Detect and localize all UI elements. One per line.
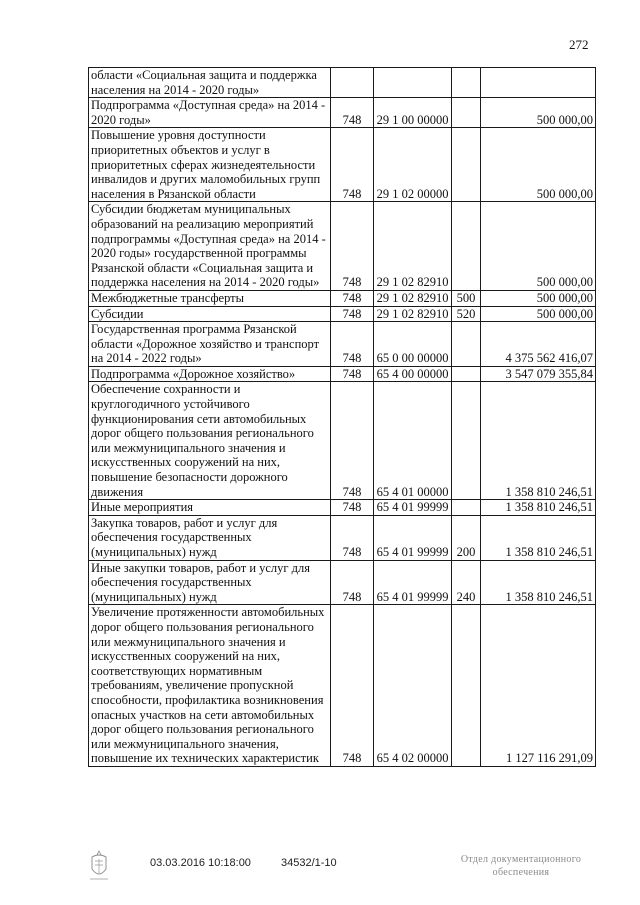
row-vr-cell bbox=[452, 605, 481, 767]
row-vr-cell bbox=[452, 322, 481, 367]
row-vedom-cell: 748 bbox=[331, 98, 374, 128]
row-sum-cell: 1 358 810 246,51 bbox=[481, 560, 596, 605]
row-csr-cell: 65 4 00 00000 bbox=[374, 366, 452, 382]
row-vr-cell: 240 bbox=[452, 560, 481, 605]
row-vr-cell bbox=[452, 202, 481, 291]
row-vedom-cell: 748 bbox=[331, 515, 374, 560]
row-sum-cell: 4 375 562 416,07 bbox=[481, 322, 596, 367]
row-name-cell: Увеличение протяженности автомобильных дорог общего пользования регионального или межмуниципального значения и искусственных сооружений на них, соответствующих нормативным требованиям, увеличение пропускной способности, профилактика возникновения опасных участков на сети автомобильных дорог общего пользования регионального или межмуниципального значения, повышение их технических характеристик bbox=[89, 605, 331, 767]
row-sum-cell bbox=[481, 68, 596, 98]
row-csr-cell: 65 4 01 99999 bbox=[374, 560, 452, 605]
row-vr-cell bbox=[452, 500, 481, 516]
table-row bbox=[89, 98, 596, 128]
table-row bbox=[89, 68, 596, 98]
row-vedom-cell: 748 bbox=[331, 382, 374, 500]
row-name-cell: Государственная программа Рязанской области «Дорожное хозяйство и транспорт на 2014 - 2022 годы» bbox=[89, 322, 331, 367]
row-csr-cell bbox=[374, 68, 452, 98]
row-csr-cell: 65 4 01 99999 bbox=[374, 515, 452, 560]
row-vedom-cell: 748 bbox=[331, 306, 374, 322]
row-vr-cell: 520 bbox=[452, 306, 481, 322]
stamp-line-2: обеспечения bbox=[492, 867, 550, 878]
row-csr-cell: 29 1 02 82910 bbox=[374, 290, 452, 306]
row-csr-cell: 65 4 01 99999 bbox=[374, 500, 452, 516]
row-vr-cell bbox=[452, 366, 481, 382]
table-row bbox=[89, 202, 596, 291]
table-row bbox=[89, 515, 596, 560]
footer-doc-number: 34532/1-10 bbox=[281, 857, 337, 869]
row-csr-cell: 65 4 02 00000 bbox=[374, 605, 452, 767]
row-name-cell: Межбюджетные трансферты bbox=[89, 290, 331, 306]
table-row bbox=[89, 128, 596, 202]
row-vr-cell bbox=[452, 68, 481, 98]
row-sum-cell: 1 358 810 246,51 bbox=[481, 382, 596, 500]
row-vr-cell bbox=[452, 382, 481, 500]
table-row bbox=[89, 500, 596, 516]
row-vedom-cell: 748 bbox=[331, 322, 374, 367]
row-vr-cell bbox=[452, 128, 481, 202]
table-row bbox=[89, 560, 596, 605]
row-sum-cell: 500 000,00 bbox=[481, 128, 596, 202]
row-csr-cell: 29 1 02 82910 bbox=[374, 306, 452, 322]
row-vedom-cell: 748 bbox=[331, 366, 374, 382]
row-csr-cell: 65 4 01 00000 bbox=[374, 382, 452, 500]
budget-table bbox=[88, 67, 596, 767]
table-row bbox=[89, 605, 596, 767]
row-sum-cell: 500 000,00 bbox=[481, 202, 596, 291]
row-csr-cell: 29 1 02 00000 bbox=[374, 128, 452, 202]
row-sum-cell: 3 547 079 355,84 bbox=[481, 366, 596, 382]
footer-date: 03.03.2016 10:18:00 bbox=[150, 857, 251, 869]
stamp-line-1: Отдел документационного bbox=[460, 854, 582, 865]
table-row bbox=[89, 306, 596, 322]
row-sum-cell: 500 000,00 bbox=[481, 98, 596, 128]
row-sum-cell: 1 358 810 246,51 bbox=[481, 500, 596, 516]
row-name-cell: Подпрограмма «Доступная среда» на 2014 - 2020 годы» bbox=[89, 98, 331, 128]
row-name-cell: Закупка товаров, работ и услуг для обеспечения государственных (муниципальных) нужд bbox=[89, 515, 331, 560]
row-name-cell: Иные закупки товаров, работ и услуг для обеспечения государственных (муниципальных) нужд bbox=[89, 560, 331, 605]
row-csr-cell: 29 1 02 82910 bbox=[374, 202, 452, 291]
row-vedom-cell: 748 bbox=[331, 560, 374, 605]
row-csr-cell: 29 1 00 00000 bbox=[374, 98, 452, 128]
row-sum-cell: 500 000,00 bbox=[481, 290, 596, 306]
row-vedom-cell: 748 bbox=[331, 500, 374, 516]
row-vr-cell: 500 bbox=[452, 290, 481, 306]
table-row bbox=[89, 382, 596, 500]
row-sum-cell: 1 358 810 246,51 bbox=[481, 515, 596, 560]
row-vr-cell: 200 bbox=[452, 515, 481, 560]
department-stamp bbox=[448, 853, 594, 879]
row-sum-cell: 1 127 116 291,09 bbox=[481, 605, 596, 767]
row-csr-cell: 65 0 00 00000 bbox=[374, 322, 452, 367]
row-name-cell: Подпрограмма «Дорожное хозяйство» bbox=[89, 366, 331, 382]
row-sum-cell: 500 000,00 bbox=[481, 306, 596, 322]
table-row bbox=[89, 322, 596, 367]
row-name-cell: Субсидии бюджетам муниципальных образований на реализацию мероприятий подпрограммы «Доступная среда» на 2014 - 2020 годы» государственной программы Рязанской области «Социальная защита и поддержка населения на 2014 - 2020 годы» bbox=[89, 202, 331, 291]
row-vedom-cell: 748 bbox=[331, 202, 374, 291]
row-vedom-cell: 748 bbox=[331, 290, 374, 306]
row-name-cell: Повышение уровня доступности приоритетных объектов и услуг в приоритетных сферах жизнедеятельности инвалидов и других маломобильных групп населения в Рязанской области bbox=[89, 128, 331, 202]
row-name-cell: области «Социальная защита и поддержка населения на 2014 - 2020 годы» bbox=[89, 68, 331, 98]
row-vedom-cell: 748 bbox=[331, 605, 374, 767]
row-vedom-cell bbox=[331, 68, 374, 98]
row-name-cell: Обеспечение сохранности и круглогодичного устойчивого функционирования сети автомобильных дорог общего пользования регионального или межмуниципального значения и искусственных сооружений на них, повышение безопасности дорожного движения bbox=[89, 382, 331, 500]
row-vedom-cell: 748 bbox=[331, 128, 374, 202]
table-row bbox=[89, 366, 596, 382]
table-row bbox=[89, 290, 596, 306]
row-name-cell: Субсидии bbox=[89, 306, 331, 322]
page-number: 272 bbox=[569, 37, 589, 52]
row-name-cell: Иные мероприятия bbox=[89, 500, 331, 516]
row-vr-cell bbox=[452, 98, 481, 128]
coat-of-arms-emblem bbox=[88, 849, 110, 883]
